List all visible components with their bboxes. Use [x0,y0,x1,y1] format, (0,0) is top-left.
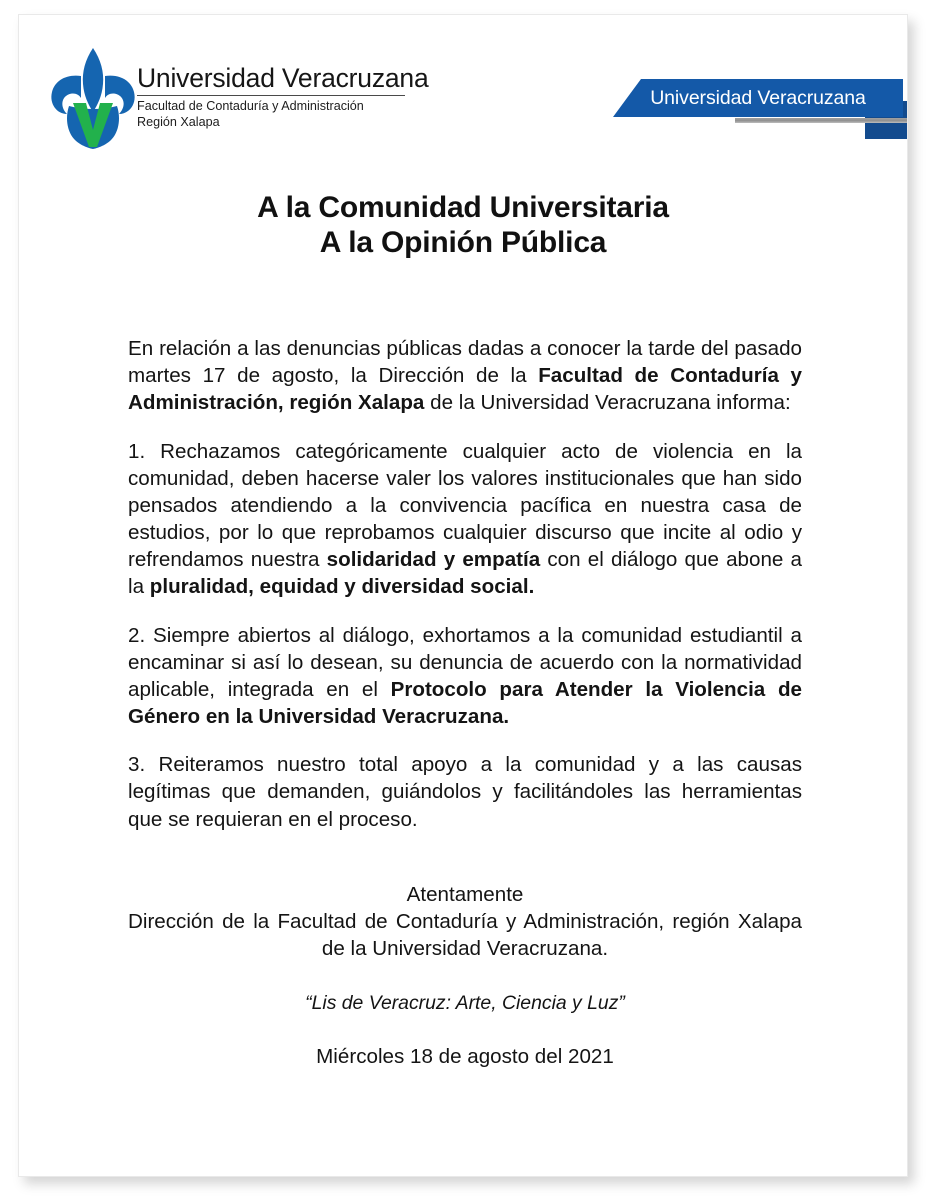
item1-text-2: con el diálogo que abone a la [128,548,803,599]
page-title-line-1: A la Comunidad Universitaria [257,191,669,224]
paragraph-item-1 [128,438,802,601]
item3-text-1: 3. Reiteramos nuestro total apoyo a la comunidad y a las causas legítimas que demanden, guiándolos y facilitándoles las herramientas que se requieran en el proceso. [128,753,802,831]
document-header [19,15,907,135]
item1-bold-2: pluralidad, equidad y diversidad social. [149,575,535,599]
paragraph-item-2 [128,622,802,731]
document-sheet [18,14,908,1177]
paragraph-intro [128,335,802,417]
page-title-line-2: A la Opinión Pública [319,226,607,260]
logo-region-name: Región Xalapa [137,114,220,129]
intro-text-2: de la Universidad Veracruzana informa: [424,391,791,415]
item2-text-1: 2. Siempre abiertos al diálogo, exhortamos a la comunidad estudiantil a encaminar si así lo desean, su denuncia de acuerdo con la normatividad aplicable, integrada en el [128,623,802,701]
item2-bold-1: Protocolo para Atender la Violencia de Género en la Universidad Veracruzana. [128,677,802,729]
closing-signatory: Dirección de la Facultad de Contaduría y Administración, región Xalapa de la Universidad Veracruzana. [128,910,802,961]
intro-text-1: En relación a las denuncias públicas dadas a conocer la tarde del pasado martes 17 de agosto, la Dirección de la [128,337,802,388]
ribbon-shadow-bar [735,118,908,123]
ribbon-label: Universidad Veracruzana [650,87,866,109]
logo-faculty-name: Facultad de Contaduría y Administración [137,98,364,113]
logo-institution-name: Universidad Veracruzana [137,63,429,93]
item1-bold-1: solidaridad y empatía [326,548,541,572]
institution-motto: “Lis de Veracruz: Arte, Ciencia y Luz” [305,991,625,1014]
closing-salutation: Atentamente [406,883,524,906]
page-title [19,190,907,260]
intro-bold-faculty: Facultad de Contaduría y Administración, región Xalapa [128,364,802,415]
header-ribbon [613,79,908,139]
closing-block [128,881,802,1070]
paragraph-item-3 [128,751,802,833]
fleur-de-lis-logo-icon [45,46,141,150]
document-date: Miércoles 18 de agosto del 2021 [316,1045,614,1069]
logo-divider-rule [137,95,405,96]
document-body [128,335,802,833]
logo-wordmark [137,65,437,131]
item1-text-1: 1. Rechazamos categóricamente cualquier acto de violencia en la comunidad, deben hacerse valer los valores institucionales que han sido pensados atendiendo a la convivencia pacífica en nuestra casa de estudios, por lo que reprobamos cualquier discurso que incite al odio y refrendamos nuestra [128,439,802,572]
